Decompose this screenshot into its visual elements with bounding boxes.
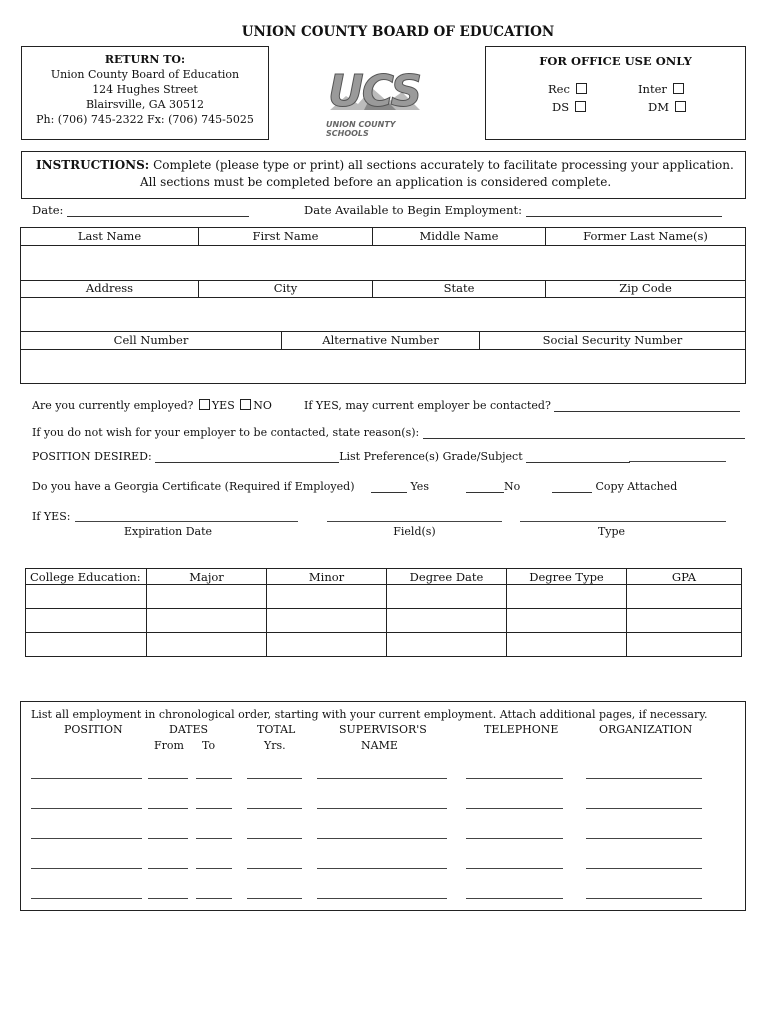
history-entry-line[interactable] — [31, 808, 142, 809]
return-to-box — [21, 46, 269, 140]
name-entry-row[interactable] — [21, 246, 745, 280]
history-entry-line[interactable] — [317, 838, 447, 839]
fields-input-line[interactable] — [327, 521, 502, 522]
logo-letters: UCS — [328, 66, 421, 117]
available-date-input-line[interactable] — [526, 204, 722, 217]
expiration-date-label: Expiration Date — [123, 525, 213, 538]
available-date-field — [304, 203, 722, 217]
address-entry-row[interactable] — [21, 298, 745, 331]
history-entry-line[interactable] — [31, 778, 142, 779]
date-input-line[interactable] — [67, 204, 249, 217]
currently-employed-label: Are you currently employed? — [32, 399, 194, 412]
history-entry-line[interactable] — [247, 868, 302, 869]
reason-row — [32, 426, 745, 439]
instructions-box — [21, 151, 746, 199]
history-entry-line[interactable] — [196, 898, 232, 899]
office-inter-checkbox[interactable] — [673, 83, 684, 94]
college-cell[interactable] — [267, 633, 387, 657]
position-desired-input-line[interactable] — [155, 451, 339, 463]
preference-input-line-2[interactable] — [629, 461, 726, 462]
expiration-input-line[interactable] — [75, 521, 298, 522]
return-to-line-3: Blairsville, GA 30512 — [85, 98, 205, 111]
office-dm — [648, 100, 688, 114]
college-cell[interactable] — [387, 609, 507, 633]
office-ds-label: DS — [552, 100, 570, 114]
history-entry-line[interactable] — [317, 898, 447, 899]
certificate-copy-blank[interactable] — [552, 481, 592, 493]
instructions-text-1: Complete (please type or print) all sections accurately to facilitate processing your application. — [153, 158, 734, 172]
college-header-education: College Education: — [26, 569, 147, 585]
college-cell[interactable] — [267, 585, 387, 609]
history-entry-line[interactable] — [247, 898, 302, 899]
certificate-no-label: No — [504, 480, 521, 493]
header-former-last-name: Former Last Name(s) — [583, 229, 708, 243]
header-last-name: Last Name — [21, 228, 199, 245]
history-entry-line[interactable] — [196, 808, 232, 809]
history-header-dates: DATES — [169, 723, 209, 736]
return-to-line-1: Union County Board of Education — [50, 68, 240, 81]
header-city: City — [199, 280, 373, 297]
office-inter-label: Inter — [638, 82, 667, 96]
office-inter — [638, 82, 686, 96]
history-header-from: From — [154, 739, 184, 752]
return-to-line-2: 124 Hughes Street — [92, 83, 198, 96]
history-entry-line[interactable] — [148, 808, 188, 809]
reason-label: If you do not wish for your employer to be contacted, state reason(s): — [32, 426, 420, 439]
history-header-total: TOTAL — [257, 723, 296, 736]
history-header-to: To — [202, 739, 216, 752]
history-entry-line[interactable] — [586, 898, 702, 899]
college-cell[interactable] — [26, 585, 147, 609]
office-rec-checkbox[interactable] — [576, 83, 587, 94]
available-date-label: Date Available to Begin Employment: — [304, 203, 522, 217]
history-header-telephone: TELEPHONE — [484, 723, 559, 736]
header-cell-number: Cell Number — [21, 332, 282, 349]
office-dm-checkbox[interactable] — [675, 101, 686, 112]
date-label: Date: — [32, 203, 64, 217]
history-entry-line[interactable] — [31, 868, 142, 869]
history-entry-line[interactable] — [317, 808, 447, 809]
header-zip-code: Zip Code — [619, 281, 672, 295]
may-contact-label: If YES, may current employer be contacted? — [304, 399, 551, 412]
college-cell[interactable] — [507, 633, 627, 657]
position-desired-row — [32, 450, 630, 463]
may-contact-input-line[interactable] — [554, 400, 740, 412]
history-entry-line[interactable] — [586, 778, 702, 779]
header-middle-name: Middle Name — [373, 228, 546, 245]
employment-history-box — [20, 701, 746, 911]
employed-no-checkbox[interactable] — [240, 399, 251, 410]
employed-no-label: NO — [253, 399, 272, 412]
header-ssn: Social Security Number — [542, 333, 683, 347]
college-cell[interactable] — [147, 585, 267, 609]
college-cell[interactable] — [627, 633, 742, 657]
college-cell[interactable] — [147, 633, 267, 657]
college-cell[interactable] — [387, 633, 507, 657]
position-desired-label: POSITION DESIRED: — [32, 450, 152, 463]
college-header-gpa: GPA — [627, 569, 742, 585]
certificate-no-option — [466, 480, 520, 493]
history-entry-line[interactable] — [317, 778, 447, 779]
office-rec — [548, 82, 589, 96]
certificate-copy-label: Copy Attached — [595, 480, 678, 493]
history-entry-line[interactable] — [466, 778, 563, 779]
history-header-organization: ORGANIZATION — [599, 723, 693, 736]
college-cell[interactable] — [26, 609, 147, 633]
office-rec-label: Rec — [548, 82, 570, 96]
history-entry-line[interactable] — [247, 838, 302, 839]
history-entry-line[interactable] — [148, 898, 188, 899]
reason-input-line[interactable] — [423, 427, 745, 439]
history-entry-line[interactable] — [148, 868, 188, 869]
college-row — [26, 609, 742, 633]
history-entry-line[interactable] — [586, 808, 702, 809]
history-entry-line[interactable] — [317, 868, 447, 869]
certificate-copy-option — [552, 480, 677, 493]
history-entry-line[interactable] — [31, 898, 142, 899]
if-yes-label: If YES: — [32, 510, 71, 523]
college-header-major: Major — [147, 569, 267, 585]
history-entry-line[interactable] — [586, 838, 702, 839]
history-entry-line[interactable] — [466, 808, 563, 809]
ucs-logo — [324, 66, 424, 138]
college-row — [26, 633, 742, 657]
type-input-line[interactable] — [520, 521, 726, 522]
header-alternative-number: Alternative Number — [282, 332, 480, 349]
history-entry-line[interactable] — [247, 808, 302, 809]
certificate-yes-option — [371, 480, 429, 493]
preference-input-line-1[interactable] — [526, 451, 630, 463]
certificate-no-blank[interactable] — [466, 481, 504, 493]
college-cell[interactable] — [147, 609, 267, 633]
college-cell[interactable] — [627, 585, 742, 609]
certificate-yes-label: Yes — [410, 480, 429, 493]
history-entry-line[interactable] — [148, 778, 188, 779]
history-header-name: NAME — [361, 739, 398, 752]
history-entry-line[interactable] — [466, 898, 563, 899]
employed-yes-label: YES — [211, 399, 235, 412]
college-cell[interactable] — [507, 585, 627, 609]
college-cell[interactable] — [387, 585, 507, 609]
college-header-row — [26, 569, 742, 585]
employed-yes-checkbox[interactable] — [199, 399, 210, 410]
history-entry-line[interactable] — [196, 868, 232, 869]
certificate-yes-blank[interactable] — [371, 481, 407, 493]
phone-entry-row[interactable] — [21, 350, 745, 383]
office-ds-checkbox[interactable] — [575, 101, 586, 112]
return-to-line-4: Ph: (706) 745-2322 Fx: (706) 745-5025 — [36, 113, 254, 126]
certificate-question: Do you have a Georgia Certificate (Required if Employed) — [32, 480, 355, 493]
personal-info-grid — [20, 227, 746, 384]
college-header-degree-date: Degree Date — [387, 569, 507, 585]
office-ds — [552, 100, 588, 114]
history-entry-line[interactable] — [148, 838, 188, 839]
type-label: Type — [597, 525, 626, 538]
history-entry-line[interactable] — [586, 868, 702, 869]
header-address: Address — [21, 280, 199, 297]
history-intro: List all employment in chronological order, starting with your current employment. Attach additional pages, if necessary. — [31, 708, 708, 721]
college-cell[interactable] — [507, 609, 627, 633]
history-header-position: POSITION — [64, 723, 123, 736]
history-entry-line[interactable] — [31, 838, 142, 839]
history-entry-line[interactable] — [196, 838, 232, 839]
college-education-table — [25, 568, 742, 657]
fields-label: Field(s) — [393, 525, 436, 538]
college-header-degree-type: Degree Type — [507, 569, 627, 585]
office-use-label: FOR OFFICE USE ONLY — [539, 54, 692, 68]
college-row — [26, 585, 742, 609]
history-header-yrs: Yrs. — [264, 739, 286, 752]
history-entry-line[interactable] — [466, 838, 563, 839]
list-preference-label: List Preference(s) Grade/Subject — [339, 450, 523, 463]
header-first-name: First Name — [199, 228, 373, 245]
college-cell[interactable] — [26, 633, 147, 657]
college-cell[interactable] — [267, 609, 387, 633]
may-contact-row — [304, 399, 740, 412]
instructions-line-1 — [36, 158, 734, 172]
date-field — [32, 203, 249, 217]
header-state: State — [373, 280, 546, 297]
office-dm-label: DM — [648, 100, 669, 114]
currently-employed-row — [32, 399, 272, 412]
logo-tagline: UNION COUNTY SCHOOLS — [326, 120, 396, 138]
history-entry-line[interactable] — [466, 868, 563, 869]
history-entry-line[interactable] — [247, 778, 302, 779]
instructions-text-2: All sections must be completed before an application is considered complete. — [140, 175, 612, 189]
office-use-box — [485, 46, 746, 140]
return-to-label: RETURN TO: — [104, 53, 186, 66]
college-header-minor: Minor — [267, 569, 387, 585]
form-title: UNION COUNTY BOARD OF EDUCATION — [241, 24, 555, 40]
history-header-supervisor: SUPERVISOR'S — [339, 723, 427, 736]
history-entry-line[interactable] — [196, 778, 232, 779]
college-cell[interactable] — [627, 609, 742, 633]
instructions-label: INSTRUCTIONS: — [36, 158, 150, 172]
